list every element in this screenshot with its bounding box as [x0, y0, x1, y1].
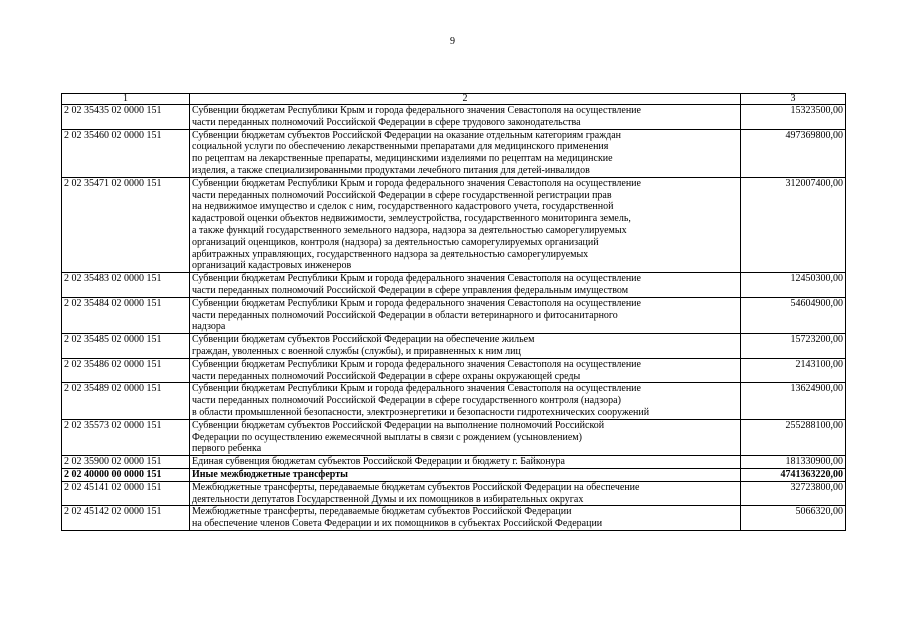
- description-line: Федерации по осуществлению ежемесячной выплаты в связи с рождением (усыновлением): [192, 431, 582, 443]
- description-line: части переданных полномочий Российской Федерации в сфере трудового законодательства: [192, 116, 581, 128]
- description-line: Субвенции бюджетам субъектов Российской Федерации на оказание отдельным категориям граждан: [192, 129, 622, 141]
- description-line: Единая субвенция бюджетам субъектов Российской Федерации и бюджету г. Байконура: [192, 456, 565, 468]
- description-line: части переданных полномочий Российской Федерации в сфере управления федеральным имуществом: [192, 284, 629, 296]
- amount-rubles: 181330900,00: [741, 456, 846, 469]
- table-row: [62, 177, 846, 272]
- table-row: [62, 273, 846, 298]
- description-line: первого ребенка: [192, 443, 262, 455]
- classification-code: 2 02 35460 02 0000 151: [62, 129, 190, 177]
- description-line: Субвенции бюджетам Республики Крым и города федерального значения Севастополя на осуществление: [192, 177, 641, 189]
- amount-rubles: 312007400,00: [741, 177, 846, 272]
- table-row: [62, 297, 846, 333]
- budget-revenue-table: [61, 93, 846, 531]
- description-line: на недвижимое имущество и сделок с ним, государственного кадастрового учета, государственной: [192, 201, 614, 213]
- description-line: по рецептам на лекарственные препараты, медицинскими изделиями по рецептам на медицинские: [192, 153, 613, 165]
- description-line: Межбюджетные трансферты, передаваемые бюджетам субъектов Российской Федерации: [192, 506, 572, 518]
- description-line: Субвенции бюджетам Республики Крым и города федерального значения Севастополя на осуществление: [192, 383, 641, 395]
- revenue-description: [190, 177, 741, 272]
- description-line: Субвенции бюджетам Республики Крым и города федерального значения Севастополя на осуществление: [192, 358, 641, 370]
- description-line: Субвенции бюджетам субъектов Российской Федерации на выполнение полномочий Российской: [192, 419, 605, 431]
- amount-rubles: 32723800,00: [741, 481, 846, 506]
- description-line: социальной услуги по обеспечению лекарственными препаратами для медицинского применения: [192, 141, 609, 153]
- amount-rubles: 15723200,00: [741, 334, 846, 359]
- table-row: [62, 129, 846, 177]
- description-line: Иные межбюджетные трансферты: [192, 468, 348, 480]
- table-row: [62, 358, 846, 383]
- amount-rubles: 5066320,00: [741, 506, 846, 531]
- description-line: изделия, а также специализированными продуктами лечебного питания для детей-инвалидов: [192, 164, 590, 176]
- description-line: организаций оценщиков, контроля (надзора) за деятельностью саморегулируемых организаций: [192, 236, 599, 248]
- classification-code: 2 02 35900 02 0000 151: [62, 456, 190, 469]
- classification-code: 2 02 35471 02 0000 151: [62, 177, 190, 272]
- classification-code: 2 02 40000 00 0000 151: [62, 468, 190, 481]
- description-line: в области промышленной безопасности, электроэнергетики и безопасности гидротехнических сооружений: [192, 406, 650, 418]
- description-line: граждан, уволенных с военной службы (службы), и приравненных к ним лиц: [192, 345, 521, 357]
- amount-rubles: 497369800,00: [741, 129, 846, 177]
- classification-code: 2 02 45141 02 0000 151: [62, 481, 190, 506]
- description-line: арбитражных управляющих, государственного надзора за деятельностью саморегулируемых: [192, 248, 589, 260]
- table-row: [62, 419, 846, 455]
- header-column-2: 2: [190, 94, 741, 105]
- classification-code: 2 02 35489 02 0000 151: [62, 383, 190, 419]
- revenue-description: [190, 468, 741, 481]
- table-row: [62, 456, 846, 469]
- amount-rubles: 12450300,00: [741, 273, 846, 298]
- amount-rubles: 2143100,00: [741, 358, 846, 383]
- description-line: Субвенции бюджетам Республики Крым и города федерального значения Севастополя на осуществление: [192, 297, 641, 309]
- revenue-description: [190, 129, 741, 177]
- table-row: [62, 481, 846, 506]
- classification-code: 2 02 35484 02 0000 151: [62, 297, 190, 333]
- amount-rubles: 13624900,00: [741, 383, 846, 419]
- revenue-description: [190, 506, 741, 531]
- revenue-description: [190, 334, 741, 359]
- table-row: [62, 105, 846, 130]
- header-column-1: 1: [62, 94, 190, 105]
- amount-rubles: 15323500,00: [741, 105, 846, 130]
- classification-code: 2 02 35486 02 0000 151: [62, 358, 190, 383]
- description-line: а также функций государственного земельного надзора, надзора за деятельностью саморегулируемых: [192, 224, 627, 236]
- description-line: части переданных полномочий Российской Федерации в сфере государственной регистрации прав: [192, 189, 612, 201]
- classification-code: 2 02 35435 02 0000 151: [62, 105, 190, 130]
- page-number: 9: [450, 36, 455, 47]
- description-line: Межбюджетные трансферты, передаваемые бюджетам субъектов Российской Федерации на обеспечение: [192, 481, 640, 493]
- table-row: [62, 334, 846, 359]
- description-line: надзора: [192, 321, 226, 333]
- classification-code: 2 02 35485 02 0000 151: [62, 334, 190, 359]
- classification-code: 2 02 35483 02 0000 151: [62, 273, 190, 298]
- revenue-description: [190, 358, 741, 383]
- amount-rubles: 255288100,00: [741, 419, 846, 455]
- amount-rubles: 54604900,00: [741, 297, 846, 333]
- description-line: организаций кадастровых инженеров: [192, 260, 352, 272]
- table-row: [62, 468, 846, 481]
- description-line: части переданных полномочий Российской Федерации в сфере государственного контроля (надзора): [192, 395, 621, 407]
- revenue-description: [190, 456, 741, 469]
- revenue-description: [190, 419, 741, 455]
- classification-code: 2 02 45142 02 0000 151: [62, 506, 190, 531]
- revenue-description: [190, 105, 741, 130]
- table-body: [62, 94, 846, 531]
- description-line: кадастровой оценки объектов недвижимости, землеустройства, государственного мониторинга земель,: [192, 213, 631, 225]
- table-header-row: [62, 94, 846, 105]
- revenue-description: [190, 297, 741, 333]
- description-line: Субвенции бюджетам субъектов Российской Федерации на обеспечение жильем: [192, 334, 535, 346]
- table-row: [62, 506, 846, 531]
- table-row: [62, 383, 846, 419]
- description-line: Субвенции бюджетам Республики Крым и города федерального значения Севастополя на осуществление: [192, 105, 641, 116]
- classification-code: 2 02 35573 02 0000 151: [62, 419, 190, 455]
- revenue-description: [190, 481, 741, 506]
- description-line: части переданных полномочий Российской Федерации в сфере охраны окружающей среды: [192, 370, 581, 382]
- description-line: деятельности депутатов Государственной Думы и их помощников в избирательных округах: [192, 493, 584, 505]
- revenue-description: [190, 273, 741, 298]
- amount-rubles: 4741363220,00: [741, 468, 846, 481]
- description-line: части переданных полномочий Российской Федерации в области ветеринарного и фитосанитарного: [192, 309, 618, 321]
- revenue-description: [190, 383, 741, 419]
- header-column-3: 3: [741, 94, 846, 105]
- description-line: Субвенции бюджетам Республики Крым и города федерального значения Севастополя на осуществление: [192, 273, 641, 285]
- description-line: на обеспечение членов Совета Федерации и их помощников в субъектах Российской Федерации: [192, 518, 603, 530]
